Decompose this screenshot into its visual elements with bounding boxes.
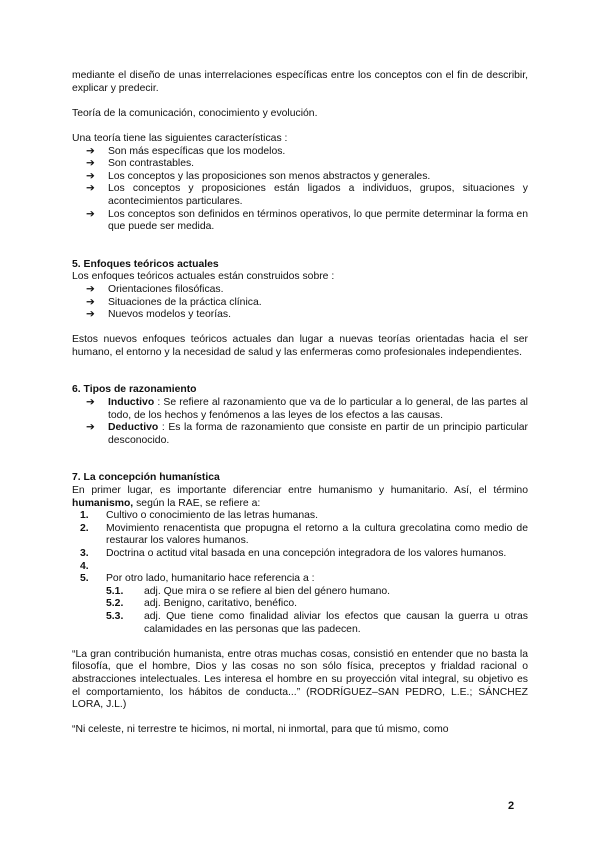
reasoning-list xyxy=(72,397,528,447)
list-item: ➔ Los conceptos y las proposiciones son menos abstractos y generales. xyxy=(86,170,431,182)
list-item: 4. xyxy=(80,560,89,572)
arrow-icon: ➔ xyxy=(86,158,95,170)
list-item: ➔ Situaciones de la práctica clínica. xyxy=(86,296,262,308)
list-item: ➔ Deductivo : Es la forma de razonamiento que consiste en partir de un principio particular desconocido. xyxy=(86,422,528,446)
list-item: 5.1. adj. Que mira o se refiere al bien del género humano. xyxy=(106,585,391,597)
arrow-icon: ➔ xyxy=(86,309,95,321)
list-item: 5.2. adj. Benigno, caritativo, benéfico. xyxy=(106,598,298,610)
list-item: 2. Movimiento renacentista que propugna el retorno a la cultura grecolatina como medio de restaurar los valores humanos. xyxy=(80,522,528,547)
humanitario-sublist xyxy=(106,586,528,636)
definitions-list xyxy=(72,510,528,636)
arrow-icon: ➔ xyxy=(86,296,95,308)
section-6-heading: 6. Tipos de razonamiento xyxy=(72,384,197,396)
list-item: 5. Por otro lado, humanitario hace referencia a : 5.1. adj. Que mira o se refiere al bien del género humano. 5.2. adj. Benigno, caritativo, benéfico. 5.3. adj. Que tiene como finalidad aliviar los efectos que causan la guerra u otras calamidades en las personas que las padecen. xyxy=(80,573,528,635)
section-5-lead: Los enfoques teóricos actuales están construidos sobre : xyxy=(72,271,335,283)
list-item: 3. Doctrina o actitud vital basada en una concepción integradora de los valores humanos. xyxy=(80,548,507,559)
characteristics-lead: Una teoría tiene las siguientes características : xyxy=(72,132,288,144)
list-item: ➔ Orientaciones filosóficas. xyxy=(86,283,224,295)
list-item: 1. Cultivo o conocimiento de las letras humanas. xyxy=(80,510,318,522)
section-5-heading: 5. Enfoques teóricos actuales xyxy=(72,258,219,270)
document-page xyxy=(72,70,528,737)
arrow-icon: ➔ xyxy=(86,170,95,182)
list-item: ➔ Los conceptos son definidos en términos operativos, lo que permite determinar la forma en que puede ser medida. xyxy=(86,208,528,233)
arrow-icon: ➔ xyxy=(86,283,95,295)
list-item: ➔ Nuevos modelos y teorías. xyxy=(86,309,232,321)
term-inductivo: Inductivo xyxy=(108,397,155,409)
arrow-icon: ➔ xyxy=(86,397,95,409)
section-5-paragraph: Estos nuevos enfoques teóricos actuales dan lugar a nuevas teorías orientadas hacia el ser humano, el entorno y la necesidad de salud y las enfermeras como profesionales independientes. xyxy=(72,334,528,358)
list-item: ➔ Inductivo : Se refiere al razonamiento que va de lo particular a lo general, de las partes al todo, de los hechos y fenómenos a las leyes de los efectos a las causas. xyxy=(86,397,528,421)
term-deductivo: Deductivo xyxy=(108,422,159,434)
list-item: 5.3. adj. Que tiene como finalidad aliviar los efectos que causan la guerra u otras calamidades en las personas que las padecen. xyxy=(106,610,528,635)
list-item: ➔ Son contrastables. xyxy=(86,158,195,170)
arrow-icon: ➔ xyxy=(86,145,95,157)
section-7-heading: 7. La concepción humanística xyxy=(72,472,220,484)
arrow-icon: ➔ xyxy=(86,183,95,195)
section-5-list xyxy=(72,284,528,322)
theory-line: Teoría de la comunicación, conocimiento y evolución. xyxy=(72,107,318,119)
characteristics-list xyxy=(72,146,528,234)
list-item: ➔ Son más específicas que los modelos. xyxy=(86,145,286,157)
page-number: 2 xyxy=(508,800,515,812)
arrow-icon: ➔ xyxy=(86,422,95,434)
list-item: ➔ Los conceptos y proposiciones están ligados a individuos, grupos, situaciones y acontecimientos particulares. xyxy=(86,183,528,207)
quote-paragraph-2: “Ni celeste, ni terrestre te hicimos, ni mortal, ni inmortal, para que tú mismo, como xyxy=(72,724,449,736)
quote-paragraph: “La gran contribución humanista, entre otras muchas cosas, consistió en entender que no basta la filosofía, que el hombre, Dios y las cosas no son sólo física, preceptos y frialdad racional o abstracciones intelectuales. Les interesa el hombre en su proyección vital integral, su objetivo es el comportamiento, los hábitos de conducta...” (RODRÍGUEZ–SAN PEDRO, L.E.; SÁNCHEZ LORA, J.L.) xyxy=(72,648,528,711)
section-7-lead: En primer lugar, es importante diferenciar entre humanismo y humanitario. Así, el término humanismo, según la RAE, se refiere a: xyxy=(72,485,528,509)
arrow-icon: ➔ xyxy=(86,208,95,220)
intro-paragraph: mediante el diseño de unas interrelaciones específicas entre los conceptos con el fin de describir, explicar y predecir. xyxy=(72,70,528,94)
